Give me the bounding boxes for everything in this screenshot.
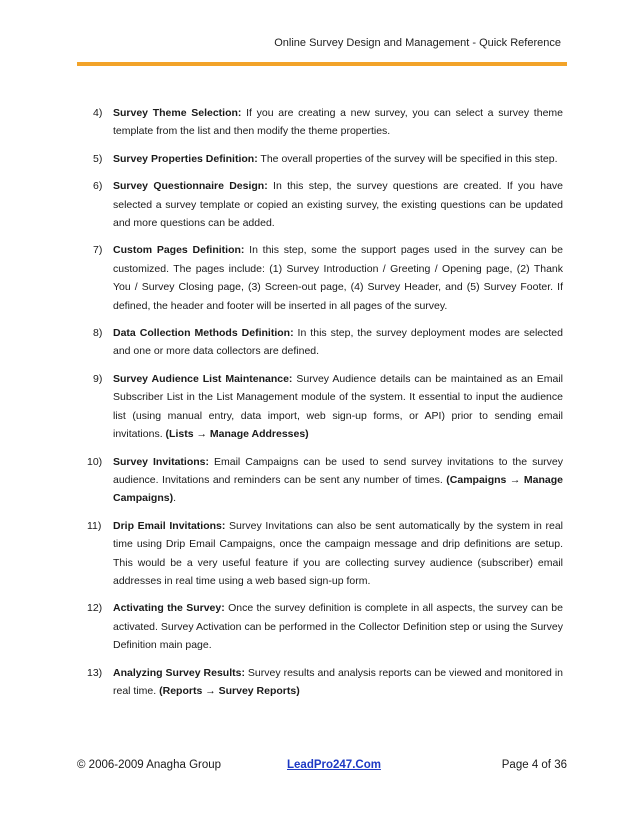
item-tail: . [173,492,177,505]
item-number: 7) [93,244,103,257]
item-text: Once the survey definition is complete in all aspects, the survey can be activated. Survey Activation can be performed in the Collector Definition step or using the Survey Definition main page. [113,602,563,652]
item-term: Analyzing Survey Results: [113,666,245,679]
steps-list [87,104,563,709]
page-footer [77,759,567,775]
item-text: Survey results and analysis reports can be viewed and monitored in real time. [113,666,563,697]
list-item [93,104,563,141]
item-number: 6) [93,180,103,193]
list-item [93,241,563,315]
item-number: 4) [93,107,103,119]
list-item [87,599,563,654]
item-term: Survey Properties Definition: [113,152,258,165]
item-number: 10) [87,455,103,468]
footer-page-number: Page 4 of 36 [501,759,567,771]
item-term: Data Collection Methods Definition: [113,327,294,340]
item-term: Drip Email Invitations: [113,519,226,532]
list-item [87,517,563,591]
list-item [93,324,563,361]
footer-site-link[interactable]: LeadPro247.Com [287,759,381,771]
item-number: 8) [93,327,103,340]
list-item [93,370,563,444]
item-number: 12) [87,602,103,615]
item-term: Survey Invitations: [113,455,210,468]
item-text: The overall properties of the survey will be specified in this step. [257,152,558,165]
item-number: 9) [93,372,103,385]
item-ref: (Lists → Manage Addresses) [165,428,309,441]
item-number: 11) [87,519,102,532]
item-text: In this step, some the support pages used in the survey can be customized. The pages include: (1) Survey Introduction / Greeting / Opening page, (2) Thank You / Survey Closing page, (3) Screen-out page, (4) Survey Header, and (5) Survey Footer. If defined, the header and footer will be inserted in all pages of the survey. [113,244,563,312]
list-item [93,177,563,232]
item-term: Survey Questionnaire Design: [113,180,268,193]
item-text: In this step, the survey deployment modes are selected and one or more data collectors are defined. [113,327,563,358]
list-item [93,150,563,168]
item-number: 5) [93,152,103,165]
header-divider [77,62,567,66]
item-text: Email Campaigns can be used to send survey invitations to the survey audience. Invitations and reminders can be sent any number of times. [113,455,563,486]
item-text: In this step, the survey questions are created. If you have selected a survey template or copied an existing survey, the existing questions can be updated and more questions can be added. [113,180,563,230]
item-ref: (Reports → Survey Reports) [159,684,300,697]
item-text: Survey Audience details can be maintained as an Email Subscriber List in the List Management module of the system. It essential to input the audience list (using manual entry, data import, web sign-up forms, or API) prior to sending email invitations. [113,372,563,441]
item-term: Survey Theme Selection: [113,107,242,119]
item-term: Activating the Survey: [113,602,225,615]
list-item [87,664,563,701]
item-number: 13) [87,666,103,679]
item-ref: (Campaigns → Manage Campaigns) [113,473,563,505]
list-item [87,453,563,508]
item-text: If you are creating a new survey, you can select a survey theme template from the list and then modify the theme properties. [113,107,563,138]
footer-copyright: © 2006-2009 Anagha Group [77,759,222,771]
item-term: Survey Audience List Maintenance: [113,372,293,385]
item-term: Custom Pages Definition: [113,244,245,257]
page-header-title: Online Survey Design and Management - Quick Reference [274,37,561,49]
item-text: Survey Invitations can also be sent automatically by the system in real time using Drip Email Campaigns, once the campaign message and drip definitions are setup. This would be a very useful feature if you are collecting survey audience (subscriber) email addresses in real time using a web based sign-up form. [113,519,563,587]
